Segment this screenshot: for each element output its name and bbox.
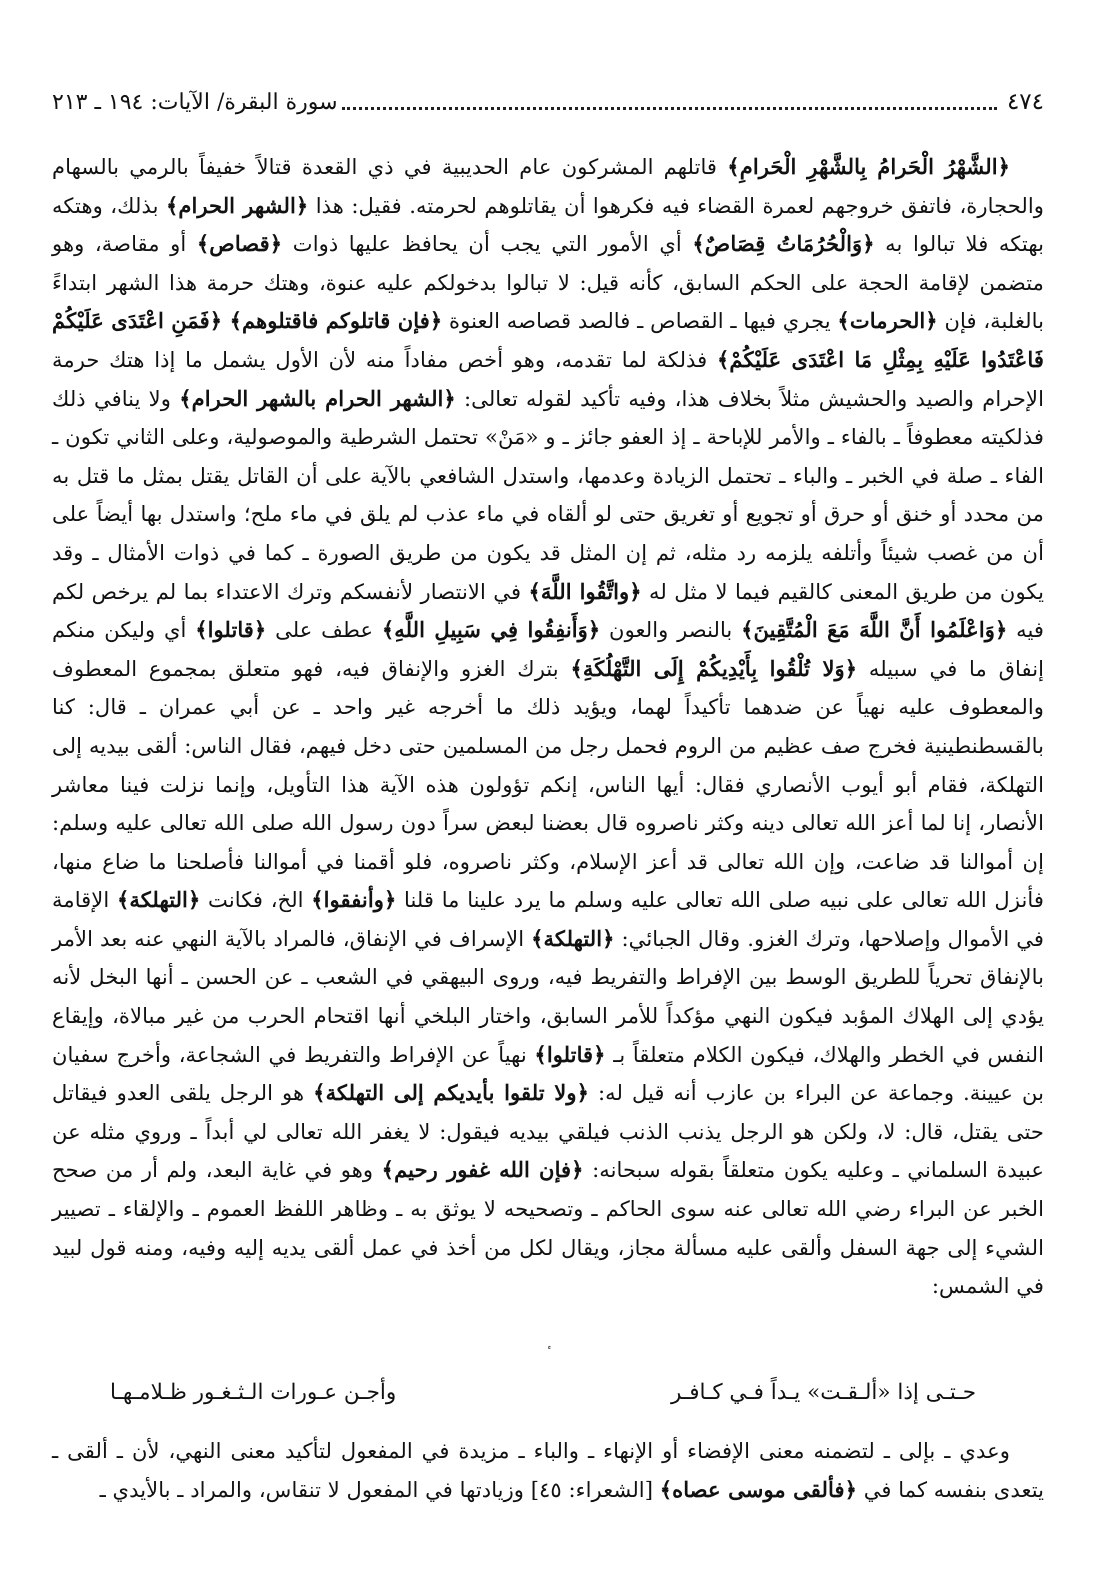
commentary-text: قاتلهم المشركون عام الحديبية في ذي القعدة قتالاً خفيفاً بالرمي بالسهام والحجارة، فاتفق خروجهم لعمرة القضاء فيه فكرهوا أن يقاتلوهم لحرمته. فقيل: هذا [52, 154, 1044, 218]
commentary-main-text [52, 148, 1044, 1306]
quran-verse-quote: ﴿فإن قاتلوكم فاقتلوهم﴾ ﴿فَمَنِ اعْتَدَى عَلَيْكُمْ فَاعْتَدُوا عَلَيْهِ بِمِثْلِ مَا اعْتَدَى عَلَيْكُمْ﴾ [52, 308, 1045, 372]
quran-verse-quote: ﴿التهلكة﴾ [116, 887, 201, 913]
quran-verse-quote: ﴿وَأَنفِقُوا فِي سَبِيلِ اللَّهِ﴾ [381, 617, 601, 643]
commentary-text: أو مقاصة، وهو متضمن لإقامة الحجة على الحكم السابق، كأنه قيل: لا تبالوا بدخولكم عليه عنوة، وهتك حرمة هذا الشهر ابتداءً بالغلبة، فإن [52, 231, 1044, 334]
commentary-text: ولا ينافي ذلك فذلكيته معطوفاً ـ بالفاء ـ والأمر للإباحة ـ إذ العفو جائز ـ و «مَنْ» تحتمل الشرطية والموصولية، وعلى الثاني تكون ـ الفاء ـ صلة في الخبر ـ والباء ـ تحتمل الزيادة وعدمها، واستدل الشافعي بالآية على أن القاتل يقتل بمثل ما قتل به من محدد أو خنق أو حرق أو تجويع أو تغريق حتى لو ألقاه في ماء عذب لم يلق في ماء ملح؛ واستدل بها أيضاً على أن من غصب شيئاً وأتلفه يلزمه رد مثله، ثم إن المثل قد يكون من طريق الصورة ـ كما في ذوات الأمثال ـ وقد يكون من طريق المعنى كالقيم فيما لا مثل له [52, 385, 1044, 604]
commentary-text: نهياً عن الإفراط والتفريط في الشجاعة، وأخرج سفيان بن عيينة. وجماعة عن البراء بن عازب أنه قيل له: [52, 1041, 1044, 1106]
quran-verse-quote: ﴿وَاعْلَمُوا أَنَّ اللَّهَ مَعَ الْمُتَّقِينَ﴾ [741, 617, 1008, 643]
quran-verse-quote: ﴿الشهر الحرام﴾ [165, 192, 309, 218]
quran-verse-quote: ﴿التهلكة﴾ [531, 925, 615, 951]
commentary-text: وهو في غاية البعد، ولم أر من صحح الخبر عن البراء رضي الله تعالى عنه سوى الحاكم ـ وتصحيحه لا يوثق به ـ وظاهر اللفظ العموم ـ والإلقاء ـ تصيير الشيء إلى جهة السفل وألقى عليه مسألة مجاز، ويقال لكل من أخذ في عمل ألقى يديه إليه وفيه، ومنه قول لبيد في الشمس: [52, 1157, 1044, 1299]
surah-verse-range-title: سورة البقرة/ الآيات: ١٩٤ ـ ٢١٣ [52, 89, 338, 115]
quran-verse-quote: ﴿وَلا تُلْقُوا بِأَيْدِيكُمْ إِلَى التَّهْلُكَةِ﴾ [570, 655, 858, 681]
commentary-text: يجري فيها ـ القصاص ـ فالصد قصاصه العنوة [442, 308, 838, 334]
quran-verse-quote: ﴿قصاص﴾ [196, 231, 283, 257]
commentary-text: [الشعراء: ٤٥] وزيادتها في المفعول لا تنقاس، والمراد ـ بالأيدي ـ [99, 1476, 660, 1502]
quran-verse-quote: ﴿وأنفقوا﴾ [311, 887, 397, 913]
commentary-text: أي وليكن منكم إنفاق ما في سبيله [52, 617, 1044, 681]
poem-first-hemistich: حـتـى إذا «ألـقـت» يـداً فـي كـافـر [671, 1379, 976, 1405]
commentary-text: أي الأمور التي يجب أن يحافظ عليها ذوات [282, 231, 693, 257]
quran-verse-quote: ﴿قاتلوا﴾ [534, 1041, 606, 1067]
commentary-text: في الانتصار لأنفسكم وترك الاعتداء بما لم يرخص لكم فيه [52, 578, 1044, 643]
commentary-text: هو الرجل يلقى العدو فيقاتل حتى يقتل، قال: لا، ولكن هو الرجل يذنب الذنب فيلقي بيديه فيقول: لا يغفر الله تعالى لي أبداً ـ وروي مثله عن عبيدة السلماني ـ وعليه يكون متعلقاً بقوله سبحانه: [52, 1080, 1044, 1183]
commentary-continuation-text [52, 1432, 1044, 1509]
commentary-text: الإسراف في الإنفاق، فالمراد بالآية النهي عنه بعد الأمر بالإنفاق تحرياً للطريق الوسط بين الإفراط والتفريط فيه، وروى البيهقي في الشعب ـ عن الحسن ـ أنها البخل لأنه يؤدي إلى الهلاك المؤبد فيكون النهي مؤكداً للأمر السابق، واختار البلخي أنها اقتحام الحرب من غير مبالاة، وإيقاع النفس في الخطر والهلاك، فيكون الكلام متعلقاً بـ [52, 925, 1045, 1067]
commentary-text: عطف على [266, 617, 382, 643]
commentary-text: بترك الغزو والإنفاق فيه، فهو متعلق بمجموع المعطوف والمعطوف عليه نهياً عن ضدهما تأكيداً لهما، ويؤيد ذلك ما أخرجه غير واحد ـ عن أبي عمران ـ قال: كنا بالقسطنطينية فخرج صف عظيم من الروم فحمل رجل من المسلمين حتى دخل فيهم، فقال الناس: ألقى بيديه إلى التهلكة، فقام أبو أيوب الأنصاري فقال: أيها الناس، إنكم تؤولون هذه الآية هذا التأويل، وإنما نزلت فينا معاشر الأنصار، إنا لما أعز الله تعالى دينه وكثر ناصروه قال بعضنا لبعض سراً دون رسول الله صلى الله تعالى عليه وسلم: إن أموالنا قد ضاعت، وإن الله تعالى قد أعز الإسلام، وكثر ناصروه، فلو أقمنا في أموالنا فأصلحنا ما ضاع منها، فأنزل الله تعالى على نبيه صلى الله تعالى عليه وسلم ما يرد علينا ما قلنا [52, 655, 1045, 913]
header-dot-leader [342, 107, 997, 110]
commentary-paragraph [52, 148, 1044, 1306]
quran-verse-quote: ﴿الشهر الحرام بالشهر الحرام﴾ [179, 385, 456, 411]
running-header [52, 82, 1044, 122]
quran-verse-quote: ﴿الحرمات﴾ [837, 308, 938, 334]
quran-verse-quote: ﴿ولا تلقوا بأيديكم إلى التهلكة﴾ [313, 1080, 589, 1106]
quran-verse-quote: ﴿فإن الله غفور رحيم﴾ [381, 1157, 584, 1183]
page-number: ٤٧٤ [1006, 89, 1044, 115]
poem-second-hemistich: وأجـن عـورات الـثـغـور ظـلامـهـا [110, 1379, 397, 1405]
poem-ornament [542, 1349, 550, 1357]
quran-verse-quote: ﴿واتَّقُوا اللَّهَ﴾ [528, 578, 642, 604]
commentary-text: الإقامة في الأموال وإصلاحها، وترك الغزو. وقال الجبائي: [52, 887, 1045, 951]
poetry-verse [110, 1370, 976, 1414]
quran-verse-quote: ﴿قاتلوا﴾ [195, 617, 267, 643]
commentary-text: بذلك، وهتكه بهتكه فلا تبالوا به [52, 192, 1044, 257]
quran-verse-quote: ﴿فألقى موسى عصاه﴾ [659, 1476, 857, 1502]
commentary-paragraph [52, 1432, 1044, 1509]
commentary-text: وعدي ـ بإلى ـ لتضمنه معنى الإفضاء أو الإنهاء ـ والباء ـ مزيدة في المفعول لتأكيد معنى النهي، لأن ـ ألقى ـ يتعدى بنفسه كما في [52, 1438, 1044, 1502]
quran-verse-quote: ﴿وَالْحُرُمَاتُ قِصَاصٌ﴾ [692, 231, 875, 257]
commentary-text: فذلكة لما تقدمه، وهو أخص مفاداً منه لأن الأول يشمل ما إذا هتك حرمة الإحرام والصيد والحشيش مثلاً بخلاف هذا، وفيه تأكيد لقوله تعالى: [52, 346, 1044, 411]
quran-verse-quote: ﴿الشَّهْرُ الْحَرامُ بِالشَّهْرِ الْحَرامِ﴾ [727, 154, 1010, 179]
commentary-text: بالنصر والعون [600, 617, 742, 643]
commentary-text: الخ، فكانت [200, 887, 312, 913]
